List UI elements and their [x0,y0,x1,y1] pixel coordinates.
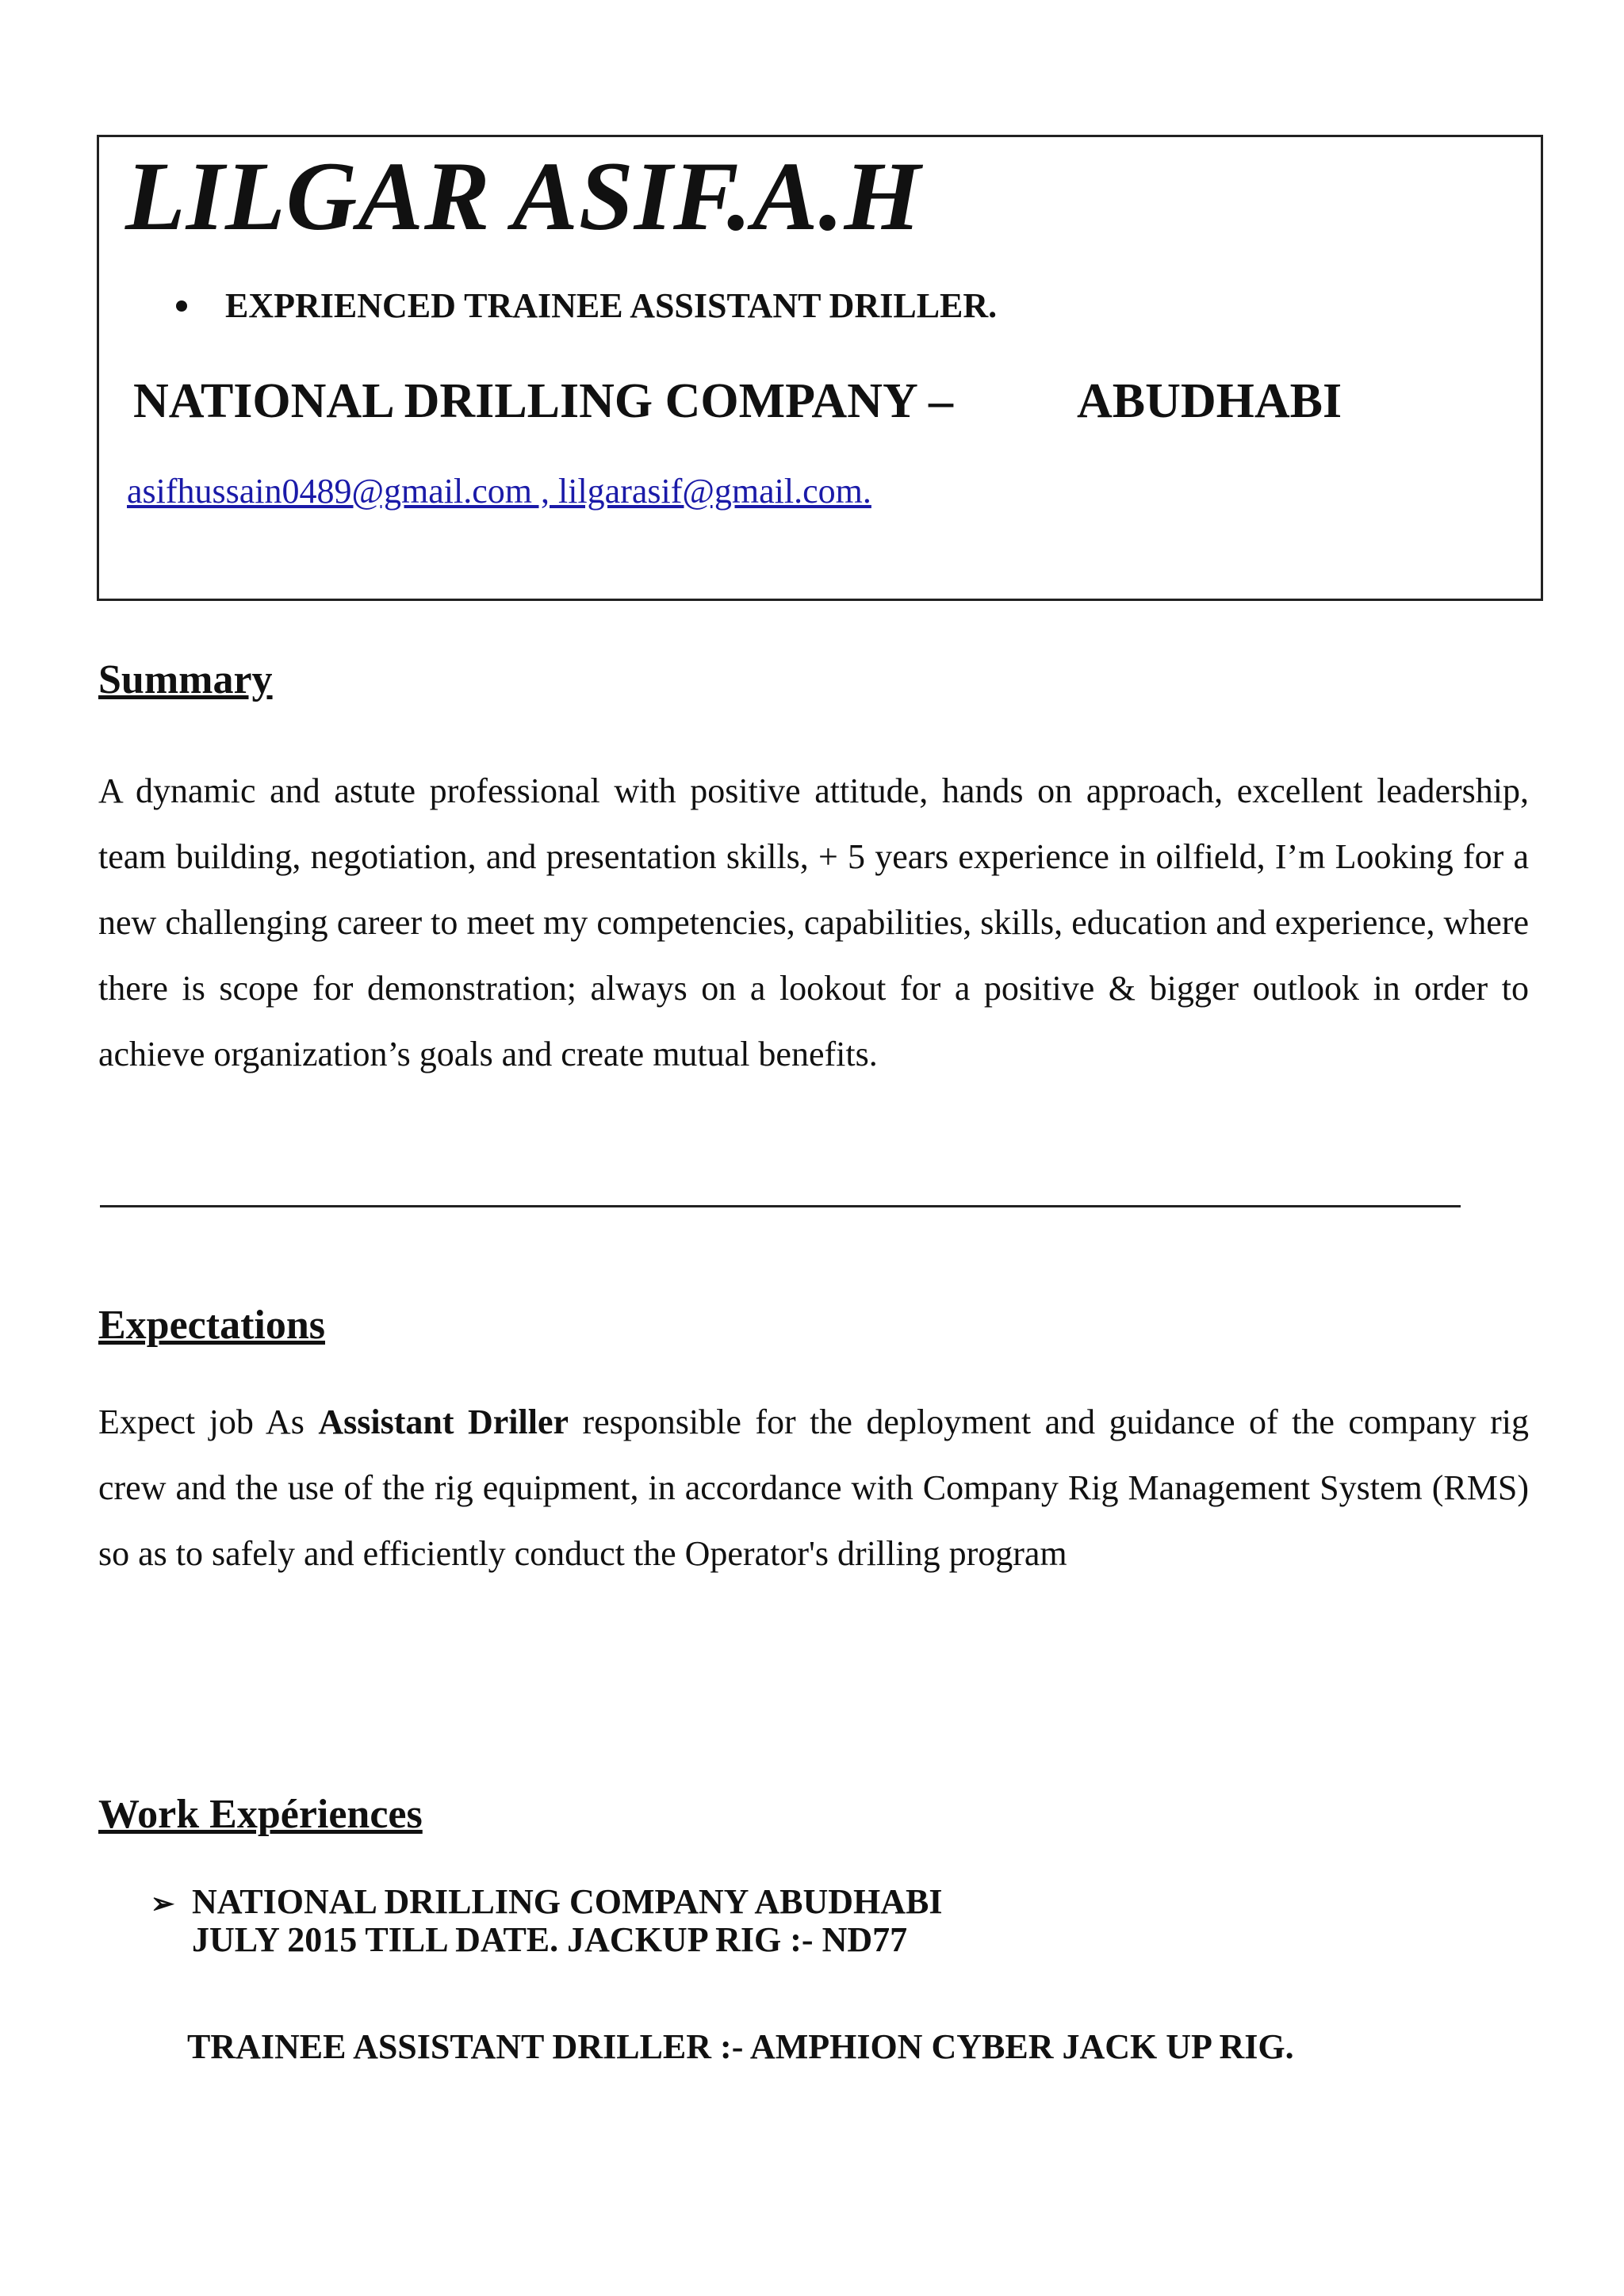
job-period: JULY 2015 TILL DATE. JACKUP RIG :- ND77 [192,1920,908,1959]
company-line [133,373,1342,430]
job-entry [151,1884,943,1958]
expectations-title: Expectations [98,1303,325,1348]
expectations-text-rest: responsible for the deployment and guidance of the company rig crew and the use of the rig equipment, in accordance with Company Rig Management System (RMS) so as to safely and efficiently conduct the Operator's drilling program [98,1402,1529,1573]
candidate-name: LILGAR ASIF.A.H [125,142,921,251]
expectations-role: Assistant Driller [318,1402,569,1441]
divider [100,1205,1461,1207]
summary-title: Summary [98,657,273,702]
job-company: NATIONAL DRILLING COMPANY ABUDHABI [192,1882,943,1921]
summary-text: A dynamic and astute professional with positive attitude, hands on approach, excellent leadership, team building, negotiation, and presentation skills, + 5 years experience in oilfield, I’m Looking for a new challenging career to meet my competencies, capabilities, skills, education and experience, where there is scope for demonstration; always on a lookout for a positive & bigger outlook in order to achieve organization’s goals and create mutual benefits. [98,771,1529,1073]
tagline-text: EXPRIENCED TRAINEE ASSISTANT DRILLER. [225,286,998,325]
email-links[interactable]: asifhussain0489@gmail.com , lilgarasif@gmail.com. [127,472,871,511]
tagline [176,284,997,328]
expectations-text [98,1389,1529,1586]
company-location: ABUDHABI [1077,374,1342,428]
work-title: Work Expériences [98,1792,423,1837]
expectations-text-start: Expect job As [98,1402,319,1441]
arrow-bullet-icon: ➢ [151,1888,175,1919]
job-role: TRAINEE ASSISTANT DRILLER :- AMPHION CYBER JACK UP RIG. [187,2027,1294,2066]
company-name: NATIONAL DRILLING COMPANY – [133,374,953,428]
bullet-icon [176,300,187,312]
